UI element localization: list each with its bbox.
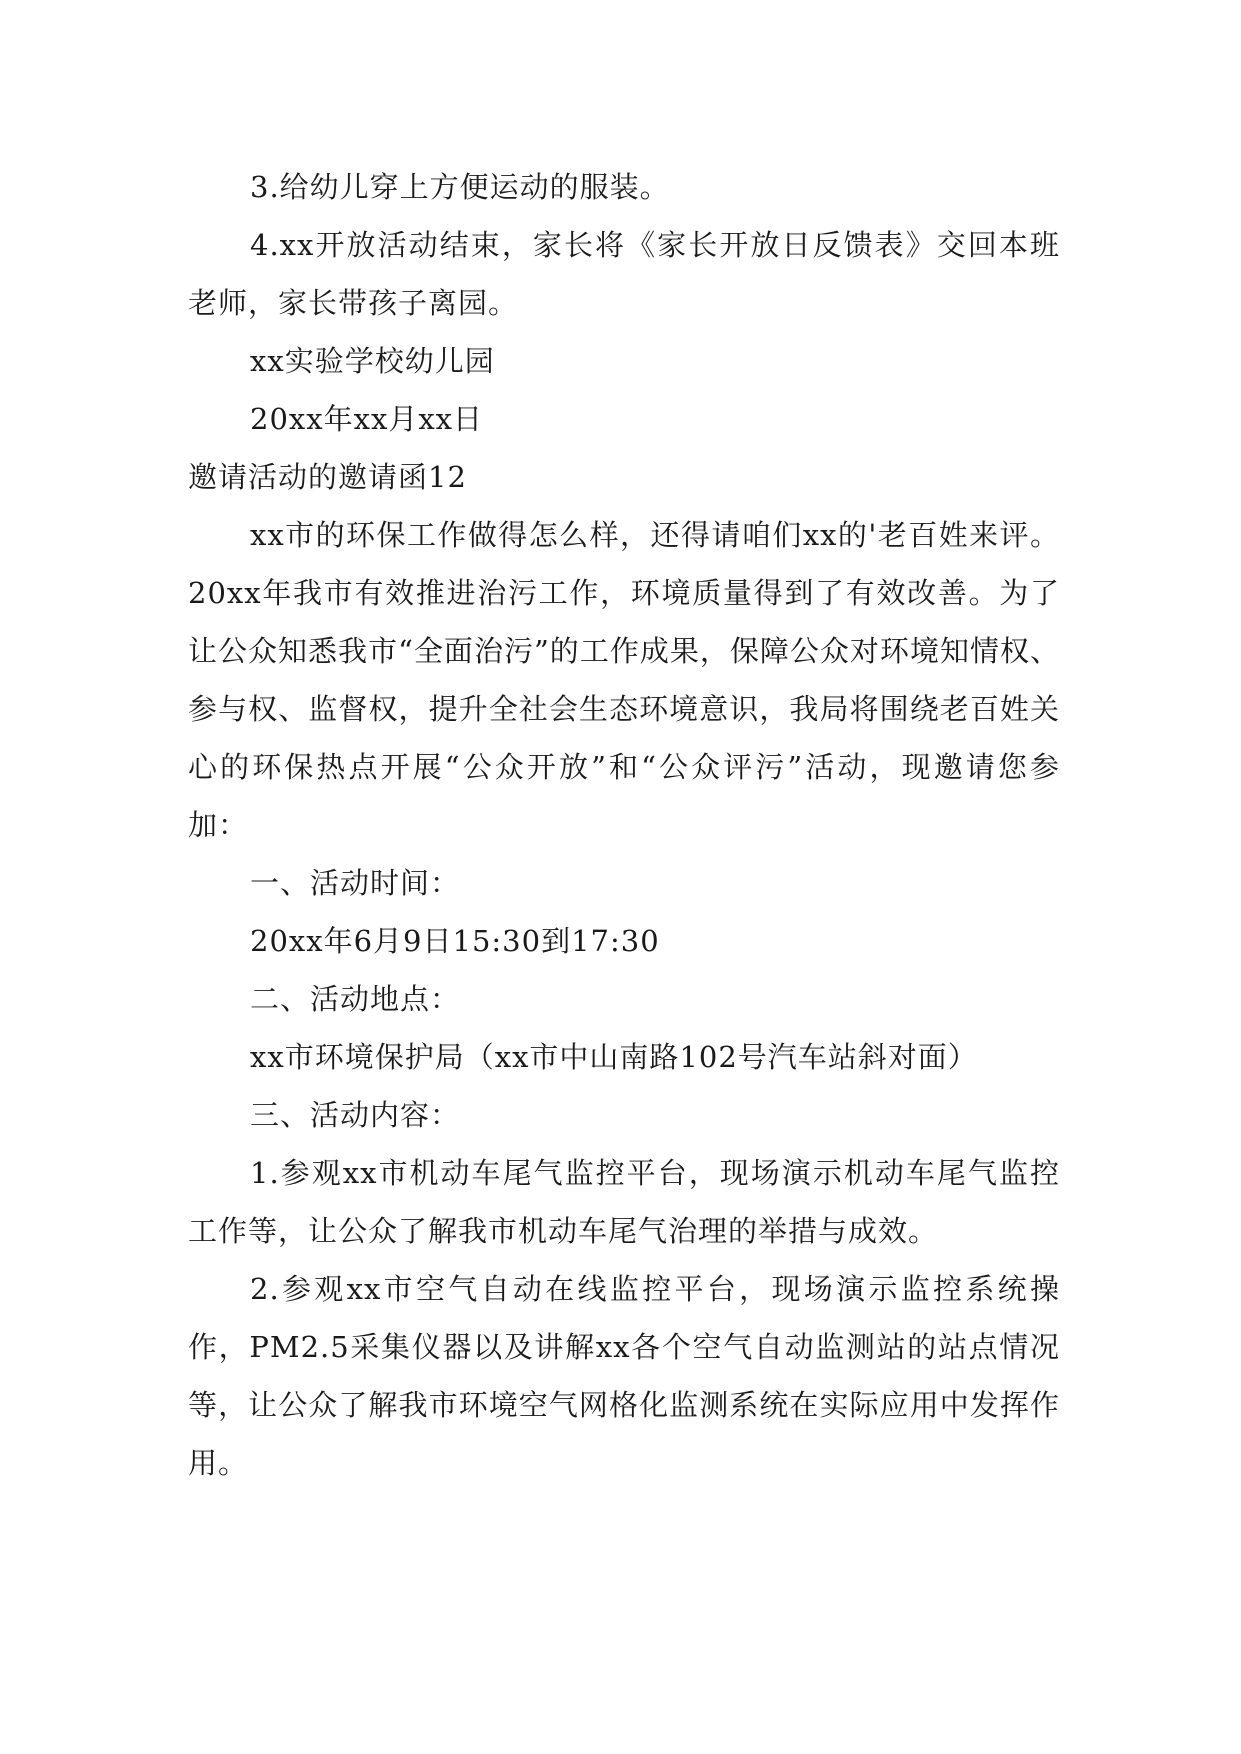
document-page	[188, 158, 1060, 1492]
content-label: 三、活动内容：	[250, 1098, 461, 1132]
place-value: xx市环境保护局（xx市中山南路102号汽车站斜对面）	[250, 1040, 978, 1074]
intro-paragraph: xx市的环保工作做得怎么样，还得请咱们xx的'老百姓来评。20xx年我市有效推进治污工作，环境质量得到了有效改善。为了让公众知悉我市“全面治污”的工作成果，保障公众对环境知情权、参与权、监督权，提升全社会生态环境意识，我局将围绕老百姓关心的环保热点开展“公众开放”和“公众评污”活动，现邀请您参加：	[188, 518, 1060, 842]
section-title: 邀请活动的邀请函12	[188, 460, 467, 494]
signature-organization: xx实验学校幼儿园	[250, 344, 495, 378]
content-item-2: 2.参观xx市空气自动在线监控平台，现场演示监控系统操作，PM2.5采集仪器以及讲解xx各个空气自动监测站的站点情况等，让公众了解我市环境空气网格化监测系统在实际应用中发挥作用。	[188, 1272, 1060, 1480]
signature-date: 20xx年xx月xx日	[250, 402, 484, 436]
paragraph-item-4: 4.xx开放活动结束，家长将《家长开放日反馈表》交回本班老师，家长带孩子离园。	[188, 228, 1060, 320]
content-item-1: 1.参观xx市机动车尾气监控平台，现场演示机动车尾气监控工作等，让公众了解我市机动车尾气治理的举措与成效。	[188, 1156, 1060, 1248]
place-label: 二、活动地点：	[250, 982, 461, 1016]
time-value: 20xx年6月9日15:30到17:30	[250, 924, 660, 958]
time-label: 一、活动时间：	[250, 866, 461, 900]
paragraph-item-3: 3.给幼儿穿上方便运动的服装。	[250, 170, 670, 204]
